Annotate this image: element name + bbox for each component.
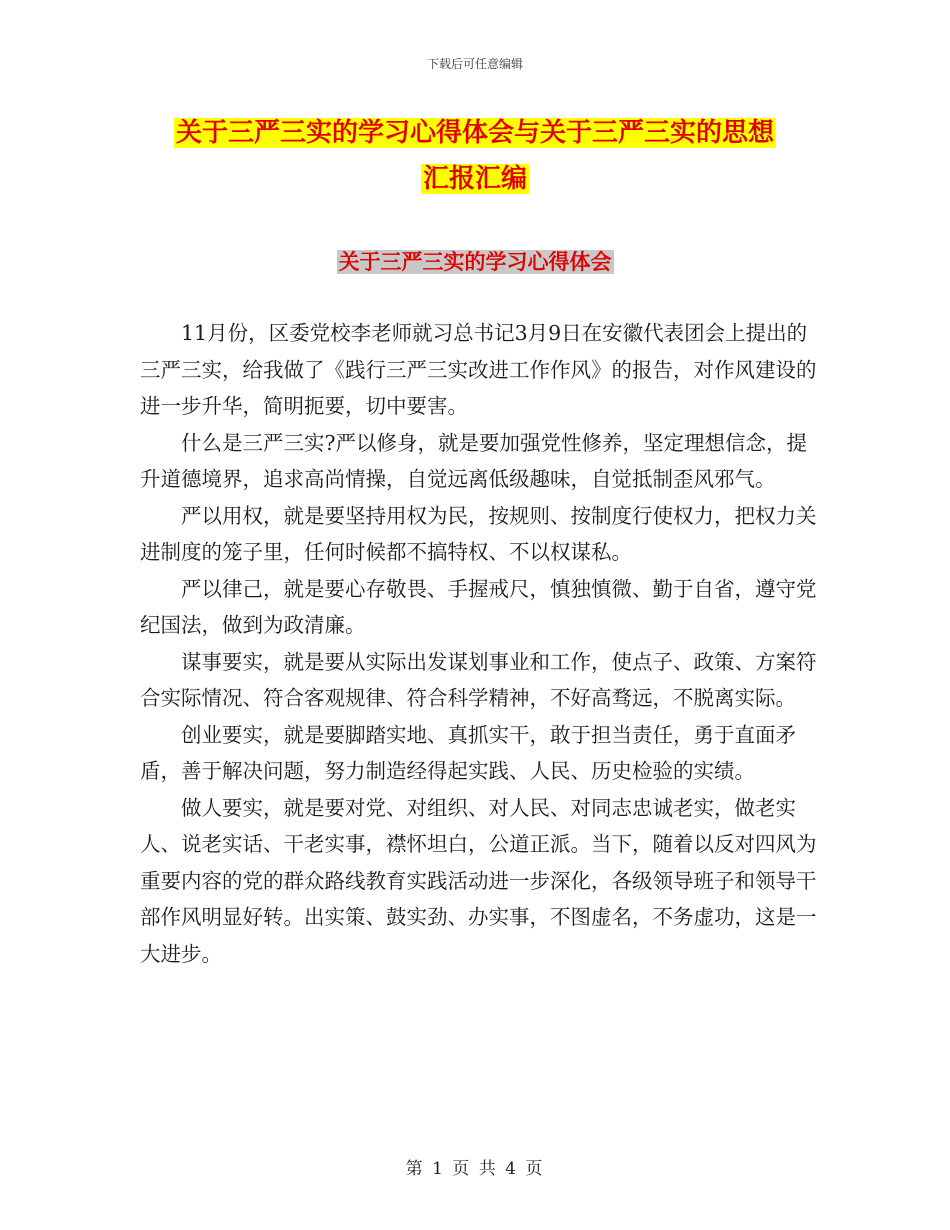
body-text: [140, 315, 820, 972]
title-line-1: 关于三严三实的学习心得体会与关于三严三实的思想: [175, 118, 774, 148]
page-footer: 第 1 页 共 4 页: [405, 1159, 545, 1179]
section-title-text: 关于三严三实的学习心得体会: [338, 250, 612, 274]
paragraph: 谋事要实，就是要从实际出发谋划事业和工作，使点子、政策、方案符合实际情况、符合客观规律、符合科学精神，不好高骛远，不脱离实际。: [140, 649, 817, 710]
paragraph: 严以用权，就是要坚持用权为民，按规则、按制度行使权力，把权力关进制度的笼子里，任何时候都不搞特权、不以权谋私。: [140, 503, 817, 564]
paragraph: 创业要实，就是要脚踏实地、真抓实干，敢于担当责任，勇于直面矛盾，善于解决问题，努力制造经得起实践、人民、历史检验的实绩。: [140, 722, 796, 783]
paragraph: 严以律己，就是要心存敬畏、手握戒尺，慎独慎微、勤于自省，遵守党纪国法，做到为政清廉。: [140, 576, 817, 637]
paragraph: 做人要实，就是要对党、对组织、对人民、对同志忠诚老实，做老实人、说老实话、干老实事，襟怀坦白，公道正派。当下，随着以反对四风为重要内容的党的群众路线教育实践活动进一步深化，各级领导班子和领导干部作风明显好转。出实策、鼓实劲、办实事，不图虚名，不务虚功，这是一大进步。: [140, 795, 817, 966]
header-note: 下载后可任意编辑: [426, 57, 523, 71]
paragraph: 什么是三严三实?严以修身，就是要加强党性修养，坚定理想信念，提升道德境界，追求高尚情操，自觉远离低级趣味，自觉抵制歪风邪气。: [140, 430, 807, 491]
document-title: [140, 110, 810, 202]
title-line-2: 汇报汇编: [422, 164, 527, 194]
section-title: [0, 245, 950, 279]
paragraph: 11月份，区委党校李老师就习总书记3月9日在安徽代表团会上提出的三严三实，给我做了《践行三严三实改进工作作风》的报告，对作风建设的进一步升华，简明扼要，切中要害。: [140, 321, 817, 418]
